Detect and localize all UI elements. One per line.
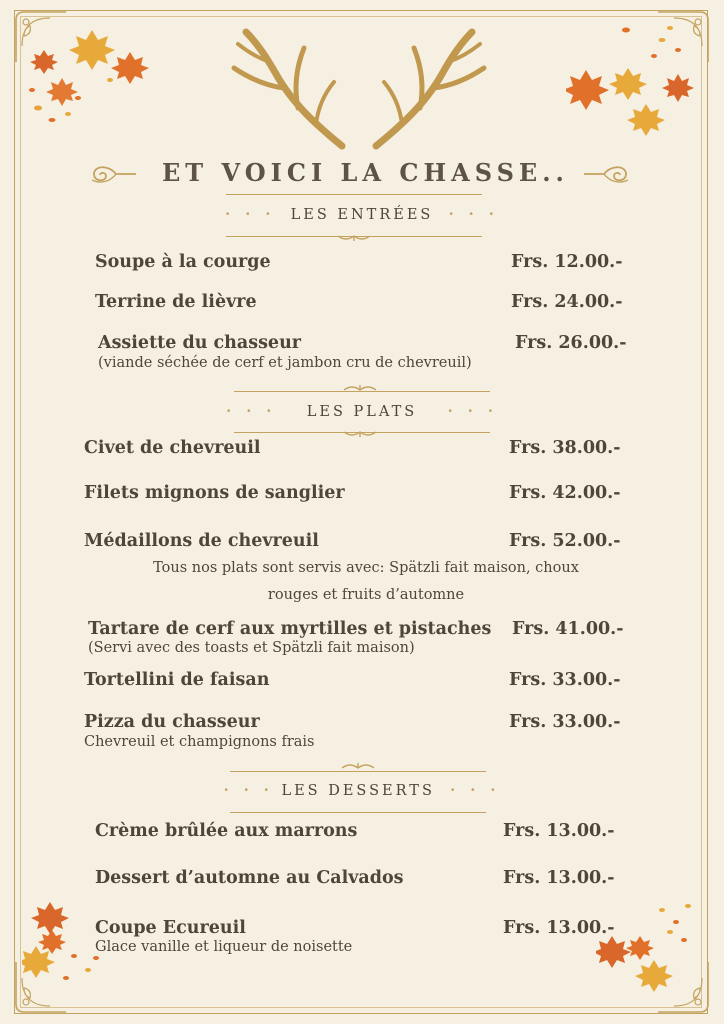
- swirl-ornament-icon: [582, 160, 634, 188]
- menu-item-price: Frs. 24.00.-: [511, 292, 623, 312]
- section-header-entrees: [0, 192, 724, 242]
- menu-item-price: Frs. 33.00.-: [509, 670, 621, 690]
- menu-item-name: Médaillons de chevreuil: [84, 531, 319, 551]
- menu-item-name: Civet de chevreuil: [84, 438, 261, 458]
- menu-item-name: Tartare de cerf aux myrtilles et pistaches: [88, 619, 492, 639]
- menu-item-price: Frs. 52.00.-: [509, 531, 621, 551]
- swirl-ornament-icon: [86, 160, 138, 188]
- menu-item-description: (viande séchée de cerf et jambon cru de chevreuil): [98, 355, 472, 371]
- menu-item-name: Filets mignons de sanglier: [84, 483, 345, 503]
- menu-item-name: Crème brûlée aux marrons: [95, 821, 358, 841]
- antlers-icon: [224, 28, 494, 150]
- divider: [230, 771, 486, 772]
- menu-item-price: Frs. 38.00.-: [509, 438, 621, 458]
- section-label: LES PLATS: [306, 404, 418, 420]
- section-header-plats: [0, 386, 724, 436]
- menu-item-name: Dessert d’automne au Calvados: [95, 868, 404, 888]
- menu-item-description: Glace vanille et liqueur de noisette: [95, 939, 353, 955]
- page-title: ET VOICI LA CHASSE..: [162, 158, 569, 187]
- menu-item-name: Assiette du chasseur: [98, 333, 302, 353]
- section-title: · · · LES DESSERTS · · ·: [223, 782, 501, 799]
- section-header-desserts: [0, 764, 724, 814]
- menu-item-price: Frs. 13.00.-: [503, 918, 615, 938]
- flourish-ornament-icon: [336, 232, 372, 242]
- menu-item-description: Chevreuil et champignons frais: [84, 734, 315, 750]
- flourish-ornament-icon: [342, 384, 378, 394]
- section-title: · · · LES ENTRÉES · · ·: [225, 206, 499, 223]
- menu-item-price: Frs. 13.00.-: [503, 868, 615, 888]
- menu-item-name: Coupe Ecureuil: [95, 918, 246, 938]
- menu-item-price: Frs. 12.00.-: [511, 252, 623, 272]
- menu-item-name: Terrine de lièvre: [95, 292, 257, 312]
- autumn-leaves-icon: [566, 20, 706, 140]
- side-dish-note: [90, 555, 642, 609]
- autumn-leaves-icon: [22, 20, 162, 140]
- note-line: Tous nos plats sont servis avec: Spätzli fait maison, choux: [153, 560, 579, 576]
- menu-item-price: Frs. 41.00.-: [512, 619, 624, 639]
- divider: [234, 391, 490, 392]
- menu-item-name: Tortellini de faisan: [84, 670, 270, 690]
- section-title: · · · LES PLATS · · ·: [226, 403, 498, 420]
- menu-item-name: Pizza du chasseur: [84, 712, 260, 732]
- menu-item-description: (Servi avec des toasts et Spätzli fait maison): [88, 640, 415, 656]
- flourish-ornament-icon: [342, 428, 378, 438]
- menu-item-price: Frs. 26.00.-: [515, 333, 627, 353]
- section-label: LES ENTRÉES: [290, 207, 434, 223]
- divider: [226, 194, 482, 195]
- menu-item-price: Frs. 33.00.-: [509, 712, 621, 732]
- note-line: rouges et fruits d’automne: [267, 587, 465, 603]
- menu-item-price: Frs. 13.00.-: [503, 821, 615, 841]
- section-label: LES DESSERTS: [281, 783, 435, 799]
- title-row: [0, 156, 724, 192]
- menu-item-price: Frs. 42.00.-: [509, 483, 621, 503]
- divider: [230, 812, 486, 813]
- menu-item-name: Soupe à la courge: [95, 252, 271, 272]
- autumn-leaves-icon: [596, 896, 706, 1006]
